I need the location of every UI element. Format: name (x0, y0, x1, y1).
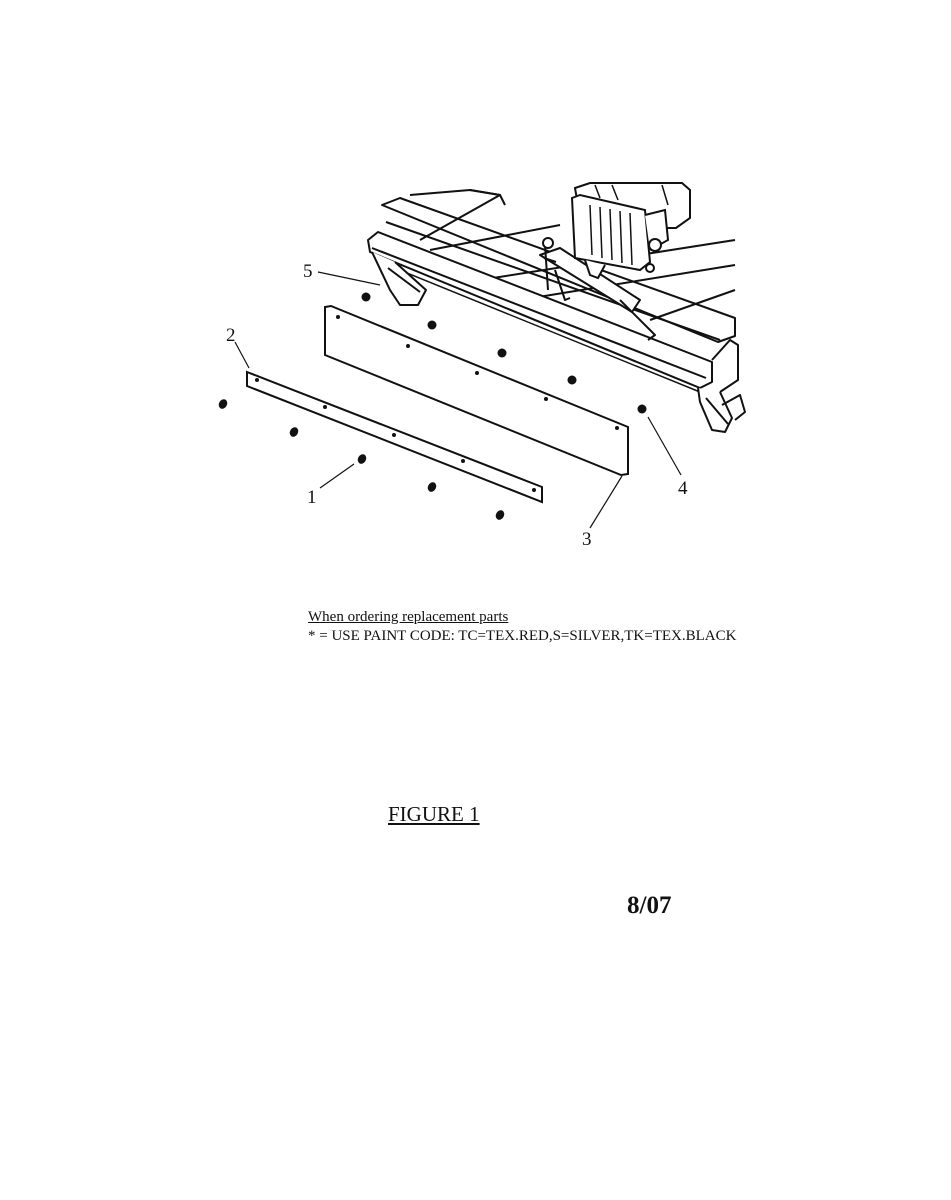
callout-3: 3 (582, 529, 592, 550)
callout-2: 2 (226, 325, 236, 346)
ordering-note-heading: When ordering replacement parts (308, 609, 509, 625)
callout-1: 1 (307, 487, 317, 508)
paint-code-note: * = USE PAINT CODE: TC=TEX.RED,S=SILVER,TK=TEX.BLACK (308, 628, 737, 644)
callout-4: 4 (678, 478, 688, 499)
callout-5: 5 (303, 261, 313, 282)
figure-title: FIGURE 1 (388, 802, 480, 826)
revision-date: 8/07 (627, 892, 672, 919)
